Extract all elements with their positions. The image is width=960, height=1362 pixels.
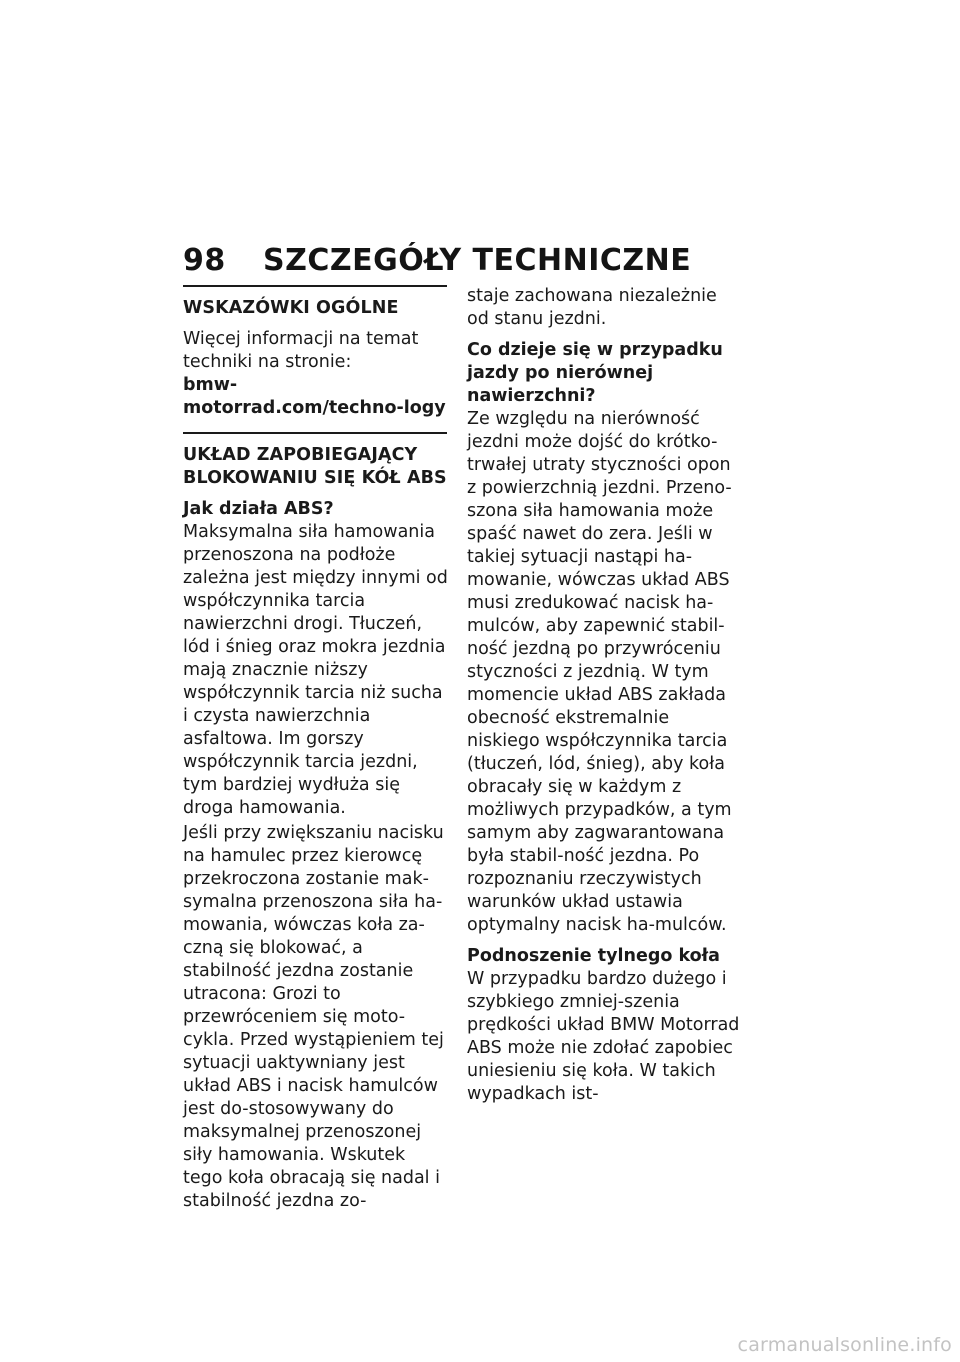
right-column xyxy=(467,285,742,1106)
rear-wheel-lift-paragraph: W przypadku bardzo dużego i szybkiego zmniej-szenia prędkości układ BMW Motorrad ABS może nie zdołać zapobiec uniesieniu się koła. W takich wypadkach ist- xyxy=(467,969,740,1104)
section-title-general-notes: WSKAZÓWKI OGÓLNE xyxy=(183,298,399,318)
uneven-road-subheading: Co dzieje się w przypadku jazdy po nierównej nawierzchni? xyxy=(467,340,723,406)
continuation-text: staje zachowana niezależnie od stanu jezdni. xyxy=(467,286,717,329)
rear-wheel-lift-subheading: Podnoszenie tylnego koła xyxy=(467,946,720,966)
chapter-title: SZCZEGÓŁY TECHNICZNE xyxy=(263,243,692,278)
watermark: carmanualsonline.info xyxy=(737,1334,952,1356)
general-notes-text xyxy=(183,328,449,420)
left-column xyxy=(183,285,449,1215)
general-notes-body: Więcej informacji na temat techniki na stronie: xyxy=(183,329,419,372)
section-divider xyxy=(183,432,447,434)
uneven-road-paragraph: Ze względu na nierówność jezdni może dojść do krótko-trwałej utraty styczności opon z powierzchnią jezdni. Przeno-szona siła hamowania może spaść nawet do zera. Jeśli w takiej sytuacji nastąpi ha-mowanie, wówczas układ ABS musi zredukować nacisk ha-mulców, aby zapewnić stabil-ność jezdną po przywróceniu styczności z jezdnią. W tym momencie układ ABS zakłada obecność ekstremalnie niskiego współczynnika tarcia (tłuczeń, lód, śnieg), aby koła obracały się w każdym z możliwych przypadków, a tym samym aby zagwarantowana była stabil-ność jezdna. Po rozpoznaniu rzeczywistych warunków układ ustawia optymalny nacisk ha-mulców. xyxy=(467,409,732,935)
abs-subheading: Jak działa ABS? xyxy=(183,499,334,519)
section-title-abs: UKŁAD ZAPOBIEGAJĄCY BLOKOWANIU SIĘ KÓŁ ABS xyxy=(183,445,447,488)
page-header xyxy=(183,243,691,278)
technology-link[interactable]: bmw-motorrad.com/techno-logy xyxy=(183,375,446,418)
section-divider xyxy=(183,285,447,287)
page-number: 98 xyxy=(183,243,226,278)
abs-paragraph-2: Jeśli przy zwiększaniu nacisku na hamulec przez kierowcę przekroczona zostanie mak-symalna przenoszona siła ha-mowania, wówczas koła za-czną się blokować, a stabilność jezdna zostanie utracona: Grozi to przewróceniem się moto-cykla. Przed wystąpieniem tej sytuacji uaktywniany jest układ ABS i nacisk hamulców jest do-stosowywany do maksymalnej przenoszonej siły hamowania. Wskutek tego koła obracają się nadal i stabilność jezdna zo- xyxy=(183,823,444,1211)
abs-paragraph-1: Maksymalna siła hamowania przenoszona na podłoże zależna jest między innymi od współczynnika tarcia nawierzchni drogi. Tłuczeń, lód i śnieg oraz mokra jezdnia mają znacznie niższy współczynnik tarcia niż sucha i czysta nawierzchnia asfaltowa. Im gorszy współczynnik tarcia jezdni, tym bardziej wydłuża się droga hamowania. xyxy=(183,522,448,818)
